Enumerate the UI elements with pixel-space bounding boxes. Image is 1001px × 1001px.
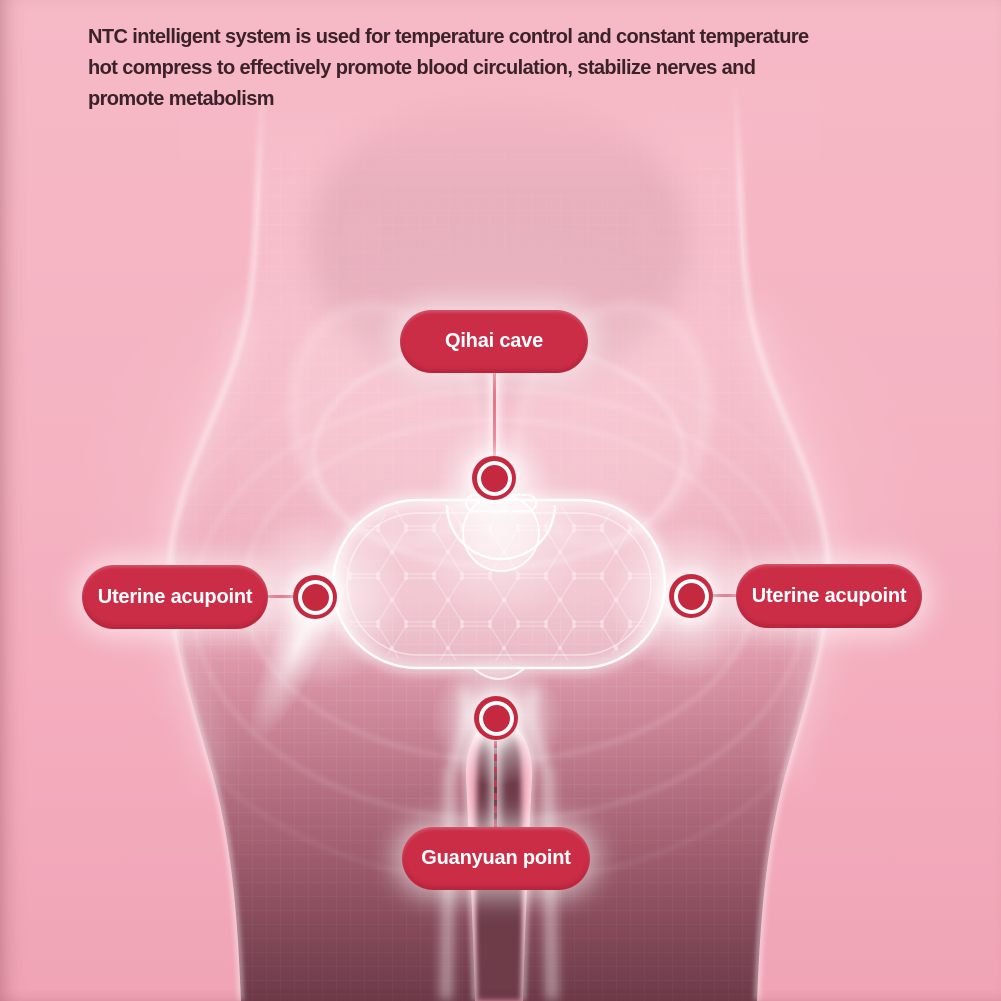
acupoint-marker-uterine-right [669,574,713,618]
connector-uterine-left [268,595,296,598]
header-line-1: NTC intelligent system is used for temperature control and constant temperature [88,26,809,48]
marker-dot [481,465,508,492]
connector-guanyuan [494,741,497,827]
acupoint-marker-guanyuan [474,696,518,740]
callout-label: Uterine acupoint [751,584,907,607]
callout-label: Qihai cave [444,330,544,352]
marker-dot [302,584,329,611]
acupoint-marker-uterine-left [293,575,337,619]
acupoint-marker-qihai [472,456,516,500]
callout-label: Uterine acupoint [97,585,253,608]
header-line-2: hot compress to effectively promote blood circulation, stabilize nerves and [88,57,756,79]
callout-label: Guanyuan point [421,847,571,869]
callout-uterine-acupoint-right [736,564,922,628]
marker-dot [483,705,510,732]
heating-pad-device [333,495,665,679]
callout-qihai-cave [400,310,588,373]
header-line-3: promote metabolism [88,88,274,110]
callout-uterine-acupoint-left [82,565,268,629]
connector-qihai [493,373,496,458]
callout-guanyuan-point [402,827,590,890]
connector-uterine-right [711,594,738,597]
header-text [88,22,809,115]
marker-dot [678,583,705,610]
